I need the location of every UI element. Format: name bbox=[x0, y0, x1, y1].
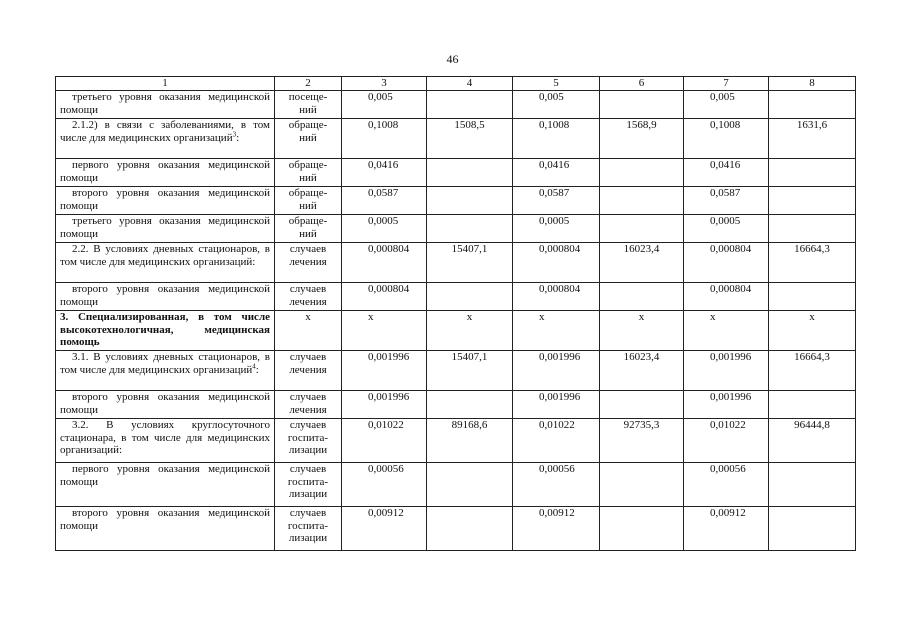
value-cell: 0,0005 bbox=[513, 215, 600, 243]
value-cell bbox=[600, 91, 684, 119]
unit-line: случаев bbox=[289, 351, 327, 363]
unit-cell bbox=[275, 243, 342, 283]
value-cell bbox=[427, 187, 513, 215]
row-name-cell bbox=[56, 419, 275, 463]
value-cell: 0,1008 bbox=[513, 119, 600, 159]
value-cell: х bbox=[342, 311, 427, 351]
value-cell bbox=[600, 283, 684, 311]
value-cell: 0,000804 bbox=[342, 243, 427, 283]
unit-line: обраще- bbox=[288, 119, 328, 131]
unit-cell bbox=[275, 463, 342, 507]
value-cell bbox=[769, 507, 856, 551]
value-cell: 0,001996 bbox=[342, 351, 427, 391]
row-name: первого уровня оказания медицинской помощи bbox=[60, 463, 270, 488]
value-cell: 16664,3 bbox=[769, 243, 856, 283]
value-cell: 0,000804 bbox=[513, 283, 600, 311]
value-cell: 0,001996 bbox=[513, 351, 600, 391]
value-cell: 96444,8 bbox=[769, 419, 856, 463]
table-body bbox=[56, 91, 856, 551]
unit-line: обраще- bbox=[288, 159, 328, 171]
table-row bbox=[56, 311, 856, 351]
row-name-cell bbox=[56, 215, 275, 243]
unit-line: госпита- bbox=[287, 431, 329, 444]
row-name-cell bbox=[56, 243, 275, 283]
unit-line: случаев bbox=[289, 243, 327, 255]
value-cell: 0,0416 bbox=[684, 159, 769, 187]
value-cell bbox=[427, 283, 513, 311]
unit-cell bbox=[275, 391, 342, 419]
column-header: 6 bbox=[600, 77, 684, 91]
value-cell bbox=[769, 463, 856, 507]
value-cell: 0,0587 bbox=[684, 187, 769, 215]
value-cell bbox=[600, 159, 684, 187]
row-name-cell bbox=[56, 507, 275, 551]
unit-line: лечения bbox=[289, 363, 327, 376]
unit-line: х bbox=[305, 311, 311, 323]
value-cell: х bbox=[600, 311, 684, 351]
row-name-cell bbox=[56, 159, 275, 187]
unit-line: лизации bbox=[288, 444, 328, 456]
unit-line: лечения bbox=[289, 295, 327, 308]
value-cell: 0,00912 bbox=[684, 507, 769, 551]
value-cell: 0,001996 bbox=[342, 391, 427, 419]
value-cell bbox=[600, 187, 684, 215]
value-cell bbox=[427, 463, 513, 507]
value-cell: 0,0005 bbox=[684, 215, 769, 243]
value-cell: 1568,9 bbox=[600, 119, 684, 159]
value-cell: 1508,5 bbox=[427, 119, 513, 159]
row-name: 2.1.2) в связи с заболеваниями, в том числе для медицинских организаций bbox=[60, 119, 270, 144]
value-cell: 0,001996 bbox=[684, 351, 769, 391]
unit-line: ний bbox=[299, 131, 317, 144]
value-cell: 1631,6 bbox=[769, 119, 856, 159]
value-cell: 0,000804 bbox=[513, 243, 600, 283]
value-cell: 0,1008 bbox=[342, 119, 427, 159]
row-name-cell bbox=[56, 463, 275, 507]
value-cell: х bbox=[684, 311, 769, 351]
value-cell bbox=[769, 283, 856, 311]
unit-cell bbox=[275, 119, 342, 159]
value-cell bbox=[427, 507, 513, 551]
row-name-cell bbox=[56, 391, 275, 419]
value-cell bbox=[600, 463, 684, 507]
value-cell: 0,00056 bbox=[513, 463, 600, 507]
table-row bbox=[56, 215, 856, 243]
unit-line: посеще- bbox=[288, 91, 328, 103]
value-cell: 0,001996 bbox=[684, 391, 769, 419]
row-name-tail: : bbox=[236, 131, 240, 144]
column-header: 3 bbox=[342, 77, 427, 91]
value-cell: 0,0416 bbox=[342, 159, 427, 187]
value-cell: 0,0005 bbox=[342, 215, 427, 243]
value-cell: 0,0587 bbox=[513, 187, 600, 215]
unit-line: лечения bbox=[289, 255, 327, 268]
value-cell: 0,005 bbox=[513, 91, 600, 119]
table-row bbox=[56, 419, 856, 463]
column-header: 4 bbox=[427, 77, 513, 91]
unit-line: обраще- bbox=[288, 215, 328, 227]
value-cell: 16664,3 bbox=[769, 351, 856, 391]
unit-cell bbox=[275, 215, 342, 243]
value-cell: х bbox=[769, 311, 856, 351]
table-row bbox=[56, 243, 856, 283]
value-cell: 16023,4 bbox=[600, 351, 684, 391]
value-cell bbox=[769, 159, 856, 187]
unit-cell bbox=[275, 91, 342, 119]
unit-cell bbox=[275, 507, 342, 551]
unit-line: госпита- bbox=[287, 475, 329, 488]
unit-line: лизации bbox=[288, 488, 328, 500]
value-cell: 0,00912 bbox=[342, 507, 427, 551]
value-cell: 16023,4 bbox=[600, 243, 684, 283]
value-cell: 0,00056 bbox=[684, 463, 769, 507]
value-cell: 0,1008 bbox=[684, 119, 769, 159]
row-name: 3.2. В условиях круглосуточного стационара, в том числе для медицинских организаций: bbox=[60, 419, 270, 456]
value-cell bbox=[427, 215, 513, 243]
data-table bbox=[55, 76, 856, 551]
value-cell: 89168,6 bbox=[427, 419, 513, 463]
column-header: 7 bbox=[684, 77, 769, 91]
row-name: второго уровня оказания медицинской помощи bbox=[60, 283, 270, 308]
unit-line: случаев bbox=[289, 507, 327, 519]
table-row bbox=[56, 91, 856, 119]
row-name: третьего уровня оказания медицинской помощи bbox=[60, 215, 270, 240]
value-cell: х bbox=[427, 311, 513, 351]
unit-line: госпита- bbox=[287, 519, 329, 532]
page-number: 46 bbox=[446, 52, 459, 66]
value-cell bbox=[600, 507, 684, 551]
unit-line: лизации bbox=[288, 532, 328, 544]
unit-line: случаев bbox=[289, 463, 327, 475]
unit-line: случаев bbox=[289, 283, 327, 295]
value-cell bbox=[769, 91, 856, 119]
row-name-cell bbox=[56, 91, 275, 119]
value-cell: 0,005 bbox=[684, 91, 769, 119]
value-cell: 0,0587 bbox=[342, 187, 427, 215]
header-row bbox=[56, 77, 856, 91]
value-cell: 0,000804 bbox=[684, 243, 769, 283]
value-cell: х bbox=[513, 311, 600, 351]
value-cell: 0,005 bbox=[342, 91, 427, 119]
value-cell: 0,001996 bbox=[513, 391, 600, 419]
value-cell: 0,00912 bbox=[513, 507, 600, 551]
table-row bbox=[56, 119, 856, 159]
unit-line: лечения bbox=[289, 403, 327, 416]
table-row bbox=[56, 159, 856, 187]
row-name: второго уровня оказания медицинской помощи bbox=[60, 391, 270, 416]
value-cell: 15407,1 bbox=[427, 243, 513, 283]
value-cell bbox=[427, 91, 513, 119]
table-row bbox=[56, 283, 856, 311]
value-cell: 0,01022 bbox=[342, 419, 427, 463]
unit-line: ний bbox=[299, 227, 317, 240]
unit-cell bbox=[275, 311, 342, 351]
value-cell: 92735,3 bbox=[600, 419, 684, 463]
table-row bbox=[56, 507, 856, 551]
row-name-cell bbox=[56, 351, 275, 391]
value-cell bbox=[600, 215, 684, 243]
row-name: 2.2. В условиях дневных стационаров, в том числе для медицинских организаций: bbox=[60, 243, 270, 268]
unit-cell bbox=[275, 283, 342, 311]
value-cell bbox=[427, 391, 513, 419]
unit-cell bbox=[275, 351, 342, 391]
row-name-tail: : bbox=[255, 363, 259, 376]
unit-line: ний bbox=[299, 171, 317, 184]
table-row bbox=[56, 187, 856, 215]
value-cell: 0,000804 bbox=[684, 283, 769, 311]
unit-line: обраще- bbox=[288, 187, 328, 199]
value-cell bbox=[769, 215, 856, 243]
column-header: 1 bbox=[56, 77, 275, 91]
value-cell: 0,00056 bbox=[342, 463, 427, 507]
value-cell: 0,01022 bbox=[513, 419, 600, 463]
unit-line: случаев bbox=[289, 391, 327, 403]
footnote-marker: 3 bbox=[232, 129, 237, 138]
unit-cell bbox=[275, 419, 342, 463]
row-name: второго уровня оказания медицинской помощи bbox=[60, 187, 270, 212]
row-name: 3. Специализированная, в том числе высокотехнологичная, медицинская помощь bbox=[60, 311, 270, 348]
column-header: 8 bbox=[769, 77, 856, 91]
value-cell: 0,01022 bbox=[684, 419, 769, 463]
table-row bbox=[56, 391, 856, 419]
value-cell: 0,000804 bbox=[342, 283, 427, 311]
table-row bbox=[56, 351, 856, 391]
row-name: третьего уровня оказания медицинской помощи bbox=[60, 91, 270, 116]
row-name-cell bbox=[56, 311, 275, 351]
value-cell bbox=[769, 391, 856, 419]
value-cell bbox=[769, 187, 856, 215]
value-cell bbox=[600, 391, 684, 419]
row-name: 3.1. В условиях дневных стационаров, в том числе для медицинских организаций bbox=[60, 351, 270, 376]
row-name: первого уровня оказания медицинской помощи bbox=[60, 159, 270, 184]
value-cell: 15407,1 bbox=[427, 351, 513, 391]
unit-cell bbox=[275, 187, 342, 215]
unit-line: ний bbox=[299, 199, 317, 212]
table-row bbox=[56, 463, 856, 507]
row-name-cell bbox=[56, 283, 275, 311]
column-header: 2 bbox=[275, 77, 342, 91]
column-header: 5 bbox=[513, 77, 600, 91]
unit-cell bbox=[275, 159, 342, 187]
row-name-cell bbox=[56, 187, 275, 215]
row-name: второго уровня оказания медицинской помощи bbox=[60, 507, 270, 532]
value-cell: 0,0416 bbox=[513, 159, 600, 187]
unit-line: случаев bbox=[289, 419, 327, 431]
value-cell bbox=[427, 159, 513, 187]
unit-line: ний bbox=[299, 103, 317, 116]
footnote-marker: 4 bbox=[252, 361, 256, 370]
row-name-cell bbox=[56, 119, 275, 159]
